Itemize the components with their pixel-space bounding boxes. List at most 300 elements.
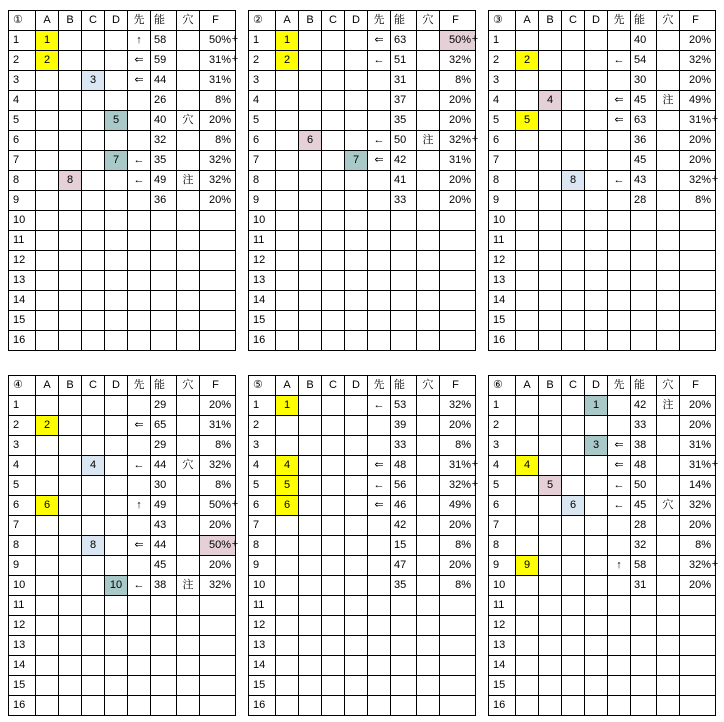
- table-cell[interactable]: [299, 416, 322, 436]
- table-cell[interactable]: [200, 636, 236, 656]
- table-cell[interactable]: [128, 251, 151, 271]
- table-cell[interactable]: 58: [151, 31, 177, 51]
- table-cell[interactable]: [82, 91, 105, 111]
- table-cell[interactable]: [516, 31, 539, 51]
- table-cell[interactable]: 1: [585, 396, 608, 416]
- table-cell[interactable]: 2: [516, 51, 539, 71]
- table-cell[interactable]: [516, 496, 539, 516]
- table-cell[interactable]: [391, 596, 417, 616]
- table-cell[interactable]: [177, 291, 200, 311]
- table-cell[interactable]: [417, 151, 440, 171]
- table-cell[interactable]: [391, 696, 417, 716]
- table-cell[interactable]: [322, 311, 345, 331]
- table-cell[interactable]: [128, 211, 151, 231]
- table-cell[interactable]: [36, 71, 59, 91]
- table-cell[interactable]: [177, 676, 200, 696]
- table-cell[interactable]: ⇐: [128, 51, 151, 71]
- table-cell[interactable]: [657, 231, 680, 251]
- table-cell[interactable]: 31: [631, 576, 657, 596]
- table-cell[interactable]: [417, 676, 440, 696]
- table-cell[interactable]: 穴: [177, 111, 200, 131]
- table-cell[interactable]: [440, 656, 476, 676]
- table-cell[interactable]: [59, 251, 82, 271]
- table-cell[interactable]: [608, 636, 631, 656]
- table-cell[interactable]: [105, 636, 128, 656]
- table-cell[interactable]: [608, 676, 631, 696]
- table-cell[interactable]: 32: [631, 536, 657, 556]
- table-cell[interactable]: [82, 396, 105, 416]
- table-cell[interactable]: [680, 616, 716, 636]
- table-cell[interactable]: 50: [391, 131, 417, 151]
- table-cell[interactable]: [657, 291, 680, 311]
- table-cell[interactable]: 20%: [680, 576, 716, 596]
- table-cell[interactable]: [368, 676, 391, 696]
- table-cell[interactable]: [36, 616, 59, 636]
- table-cell[interactable]: [368, 71, 391, 91]
- table-cell[interactable]: [36, 171, 59, 191]
- table-cell[interactable]: [657, 31, 680, 51]
- table-cell[interactable]: [345, 696, 368, 716]
- table-cell[interactable]: [368, 271, 391, 291]
- table-cell[interactable]: [516, 476, 539, 496]
- table-cell[interactable]: [608, 331, 631, 351]
- table-cell[interactable]: 32%: [440, 476, 476, 496]
- table-cell[interactable]: [128, 191, 151, 211]
- table-cell[interactable]: [562, 416, 585, 436]
- table-cell[interactable]: [516, 576, 539, 596]
- table-cell[interactable]: [657, 576, 680, 596]
- table-cell[interactable]: [322, 271, 345, 291]
- table-cell[interactable]: [417, 171, 440, 191]
- table-cell[interactable]: [105, 171, 128, 191]
- table-cell[interactable]: [59, 416, 82, 436]
- table-cell[interactable]: [345, 416, 368, 436]
- table-cell[interactable]: [516, 311, 539, 331]
- table-cell[interactable]: [562, 696, 585, 716]
- table-cell[interactable]: [680, 211, 716, 231]
- table-cell[interactable]: [276, 676, 299, 696]
- table-cell[interactable]: 44: [151, 71, 177, 91]
- table-cell[interactable]: [276, 251, 299, 271]
- table-cell[interactable]: [322, 291, 345, 311]
- table-cell[interactable]: [585, 51, 608, 71]
- table-cell[interactable]: 48: [391, 456, 417, 476]
- table-cell[interactable]: [299, 171, 322, 191]
- table-cell[interactable]: [368, 636, 391, 656]
- table-cell[interactable]: [539, 331, 562, 351]
- table-cell[interactable]: [516, 436, 539, 456]
- table-cell[interactable]: [276, 436, 299, 456]
- table-cell[interactable]: [368, 251, 391, 271]
- table-cell[interactable]: [562, 31, 585, 51]
- table-cell[interactable]: 40: [631, 31, 657, 51]
- table-cell[interactable]: 20%: [680, 416, 716, 436]
- table-cell[interactable]: [657, 311, 680, 331]
- table-cell[interactable]: [539, 71, 562, 91]
- table-cell[interactable]: [608, 31, 631, 51]
- table-cell[interactable]: [36, 436, 59, 456]
- table-cell[interactable]: [151, 676, 177, 696]
- table-cell[interactable]: [128, 616, 151, 636]
- table-cell[interactable]: [562, 396, 585, 416]
- table-cell[interactable]: ←: [368, 131, 391, 151]
- table-cell[interactable]: [276, 271, 299, 291]
- table-cell[interactable]: [417, 71, 440, 91]
- table-cell[interactable]: [200, 596, 236, 616]
- table-cell[interactable]: [516, 171, 539, 191]
- table-cell[interactable]: 6: [276, 496, 299, 516]
- table-cell[interactable]: [539, 636, 562, 656]
- table-cell[interactable]: [128, 696, 151, 716]
- table-cell[interactable]: [539, 596, 562, 616]
- table-cell[interactable]: [299, 71, 322, 91]
- table-cell[interactable]: [657, 476, 680, 496]
- table-cell[interactable]: [516, 331, 539, 351]
- table-cell[interactable]: [608, 291, 631, 311]
- table-cell[interactable]: [322, 656, 345, 676]
- table-cell[interactable]: 30: [151, 476, 177, 496]
- table-cell[interactable]: [440, 676, 476, 696]
- table-cell[interactable]: [516, 676, 539, 696]
- table-cell[interactable]: 8%: [200, 436, 236, 456]
- table-cell[interactable]: [59, 311, 82, 331]
- table-cell[interactable]: 54: [631, 51, 657, 71]
- table-cell[interactable]: [368, 291, 391, 311]
- table-cell[interactable]: [516, 516, 539, 536]
- table-cell[interactable]: [36, 656, 59, 676]
- table-cell[interactable]: [368, 696, 391, 716]
- table-cell[interactable]: [539, 436, 562, 456]
- table-cell[interactable]: [562, 211, 585, 231]
- table-cell[interactable]: 32%: [680, 556, 716, 576]
- table-cell[interactable]: ⇐: [368, 456, 391, 476]
- table-cell[interactable]: [391, 636, 417, 656]
- table-cell[interactable]: [36, 596, 59, 616]
- table-cell[interactable]: [299, 516, 322, 536]
- table-cell[interactable]: [105, 456, 128, 476]
- table-cell[interactable]: [299, 596, 322, 616]
- table-cell[interactable]: [417, 51, 440, 71]
- table-cell[interactable]: [177, 516, 200, 536]
- table-cell[interactable]: [59, 536, 82, 556]
- table-cell[interactable]: [105, 596, 128, 616]
- table-cell[interactable]: 35: [151, 151, 177, 171]
- table-cell[interactable]: [105, 396, 128, 416]
- table-cell[interactable]: ←: [128, 576, 151, 596]
- table-cell[interactable]: [608, 71, 631, 91]
- table-cell[interactable]: 7: [345, 151, 368, 171]
- table-cell[interactable]: [516, 616, 539, 636]
- table-cell[interactable]: [151, 211, 177, 231]
- table-cell[interactable]: [200, 291, 236, 311]
- table-cell[interactable]: 32%: [680, 496, 716, 516]
- table-cell[interactable]: [417, 271, 440, 291]
- table-cell[interactable]: [539, 676, 562, 696]
- table-cell[interactable]: [368, 331, 391, 351]
- table-cell[interactable]: [105, 291, 128, 311]
- table-cell[interactable]: [299, 331, 322, 351]
- table-cell[interactable]: [608, 616, 631, 636]
- table-cell[interactable]: [417, 596, 440, 616]
- table-cell[interactable]: [539, 111, 562, 131]
- table-cell[interactable]: [200, 231, 236, 251]
- table-cell[interactable]: [417, 616, 440, 636]
- table-cell[interactable]: 32%: [440, 51, 476, 71]
- table-cell[interactable]: 3: [585, 436, 608, 456]
- table-cell[interactable]: [539, 656, 562, 676]
- table-cell[interactable]: [82, 476, 105, 496]
- table-cell[interactable]: [59, 436, 82, 456]
- table-cell[interactable]: [276, 516, 299, 536]
- table-cell[interactable]: [299, 231, 322, 251]
- table-cell[interactable]: [368, 516, 391, 536]
- table-cell[interactable]: [539, 456, 562, 476]
- table-cell[interactable]: [562, 656, 585, 676]
- table-cell[interactable]: [36, 211, 59, 231]
- table-cell[interactable]: [585, 556, 608, 576]
- table-cell[interactable]: [322, 596, 345, 616]
- table-cell[interactable]: 45: [631, 91, 657, 111]
- table-cell[interactable]: [299, 111, 322, 131]
- table-cell[interactable]: ←: [368, 476, 391, 496]
- table-cell[interactable]: ←: [368, 51, 391, 71]
- table-cell[interactable]: 45: [631, 496, 657, 516]
- table-cell[interactable]: 20%: [440, 191, 476, 211]
- table-cell[interactable]: [516, 131, 539, 151]
- table-cell[interactable]: [345, 51, 368, 71]
- table-cell[interactable]: 20%: [200, 111, 236, 131]
- table-cell[interactable]: 31%: [200, 51, 236, 71]
- table-cell[interactable]: [322, 231, 345, 251]
- table-cell[interactable]: [368, 231, 391, 251]
- table-cell[interactable]: [276, 331, 299, 351]
- table-cell[interactable]: [105, 31, 128, 51]
- table-cell[interactable]: ←: [608, 171, 631, 191]
- table-cell[interactable]: [539, 616, 562, 636]
- table-cell[interactable]: 37: [391, 91, 417, 111]
- table-cell[interactable]: [105, 191, 128, 211]
- table-cell[interactable]: 20%: [680, 151, 716, 171]
- table-cell[interactable]: [440, 211, 476, 231]
- table-cell[interactable]: [657, 271, 680, 291]
- table-cell[interactable]: 7: [105, 151, 128, 171]
- table-cell[interactable]: 20%: [200, 556, 236, 576]
- table-cell[interactable]: [59, 231, 82, 251]
- table-cell[interactable]: [105, 271, 128, 291]
- table-cell[interactable]: [299, 476, 322, 496]
- table-cell[interactable]: [59, 291, 82, 311]
- table-cell[interactable]: ⇐: [368, 31, 391, 51]
- table-cell[interactable]: ←: [608, 496, 631, 516]
- table-cell[interactable]: 8: [562, 171, 585, 191]
- table-cell[interactable]: [345, 656, 368, 676]
- table-cell[interactable]: [368, 616, 391, 636]
- table-cell[interactable]: 32%: [680, 51, 716, 71]
- table-cell[interactable]: [82, 211, 105, 231]
- table-cell[interactable]: [680, 311, 716, 331]
- table-cell[interactable]: 4: [276, 456, 299, 476]
- table-cell[interactable]: [105, 556, 128, 576]
- table-cell[interactable]: [417, 331, 440, 351]
- table-cell[interactable]: [440, 251, 476, 271]
- table-cell[interactable]: [680, 596, 716, 616]
- table-cell[interactable]: [36, 291, 59, 311]
- table-cell[interactable]: [105, 251, 128, 271]
- table-cell[interactable]: [82, 596, 105, 616]
- table-cell[interactable]: [59, 636, 82, 656]
- table-cell[interactable]: [539, 151, 562, 171]
- table-cell[interactable]: [417, 476, 440, 496]
- table-cell[interactable]: [539, 51, 562, 71]
- table-cell[interactable]: 50%: [440, 31, 476, 51]
- table-cell[interactable]: [417, 251, 440, 271]
- table-cell[interactable]: [322, 516, 345, 536]
- table-cell[interactable]: [516, 656, 539, 676]
- table-cell[interactable]: [82, 416, 105, 436]
- table-cell[interactable]: 26: [151, 91, 177, 111]
- table-cell[interactable]: [417, 536, 440, 556]
- table-cell[interactable]: [345, 231, 368, 251]
- table-cell[interactable]: [59, 111, 82, 131]
- table-cell[interactable]: [680, 291, 716, 311]
- table-cell[interactable]: 8%: [200, 131, 236, 151]
- table-cell[interactable]: [177, 91, 200, 111]
- table-cell[interactable]: [177, 556, 200, 576]
- table-cell[interactable]: [345, 211, 368, 231]
- table-cell[interactable]: [276, 616, 299, 636]
- table-cell[interactable]: ←: [608, 51, 631, 71]
- table-cell[interactable]: [345, 311, 368, 331]
- table-cell[interactable]: [631, 656, 657, 676]
- table-cell[interactable]: [105, 51, 128, 71]
- table-cell[interactable]: [128, 516, 151, 536]
- table-cell[interactable]: [516, 696, 539, 716]
- table-cell[interactable]: [59, 676, 82, 696]
- table-cell[interactable]: [539, 291, 562, 311]
- table-cell[interactable]: 33: [391, 436, 417, 456]
- table-cell[interactable]: [391, 331, 417, 351]
- table-cell[interactable]: [36, 636, 59, 656]
- table-cell[interactable]: 32%: [200, 456, 236, 476]
- table-cell[interactable]: 51: [391, 51, 417, 71]
- table-cell[interactable]: [562, 271, 585, 291]
- table-cell[interactable]: [276, 596, 299, 616]
- table-cell[interactable]: [299, 496, 322, 516]
- table-cell[interactable]: [368, 311, 391, 331]
- table-cell[interactable]: 29: [151, 436, 177, 456]
- table-cell[interactable]: [585, 171, 608, 191]
- table-cell[interactable]: [36, 676, 59, 696]
- table-cell[interactable]: [631, 231, 657, 251]
- table-cell[interactable]: [345, 271, 368, 291]
- table-cell[interactable]: [128, 636, 151, 656]
- table-cell[interactable]: ←: [128, 456, 151, 476]
- table-cell[interactable]: [516, 271, 539, 291]
- table-cell[interactable]: 32%: [440, 131, 476, 151]
- table-cell[interactable]: [562, 616, 585, 636]
- table-cell[interactable]: [177, 131, 200, 151]
- table-cell[interactable]: [368, 211, 391, 231]
- table-cell[interactable]: [631, 211, 657, 231]
- table-cell[interactable]: [539, 191, 562, 211]
- table-cell[interactable]: 47: [391, 556, 417, 576]
- table-cell[interactable]: [322, 131, 345, 151]
- table-cell[interactable]: [105, 311, 128, 331]
- table-cell[interactable]: 注: [417, 131, 440, 151]
- table-cell[interactable]: 32%: [200, 171, 236, 191]
- table-cell[interactable]: [516, 191, 539, 211]
- table-cell[interactable]: 50%: [200, 31, 236, 51]
- table-cell[interactable]: 49%: [440, 496, 476, 516]
- table-cell[interactable]: 20%: [200, 396, 236, 416]
- table-cell[interactable]: ←: [368, 396, 391, 416]
- table-cell[interactable]: [345, 331, 368, 351]
- table-cell[interactable]: [440, 311, 476, 331]
- table-cell[interactable]: [322, 576, 345, 596]
- table-cell[interactable]: [345, 636, 368, 656]
- table-cell[interactable]: 20%: [440, 416, 476, 436]
- table-cell[interactable]: [299, 251, 322, 271]
- table-cell[interactable]: [36, 576, 59, 596]
- table-cell[interactable]: [276, 131, 299, 151]
- table-cell[interactable]: [299, 51, 322, 71]
- table-cell[interactable]: [322, 696, 345, 716]
- table-cell[interactable]: [200, 331, 236, 351]
- table-cell[interactable]: [276, 636, 299, 656]
- table-cell[interactable]: [539, 271, 562, 291]
- table-cell[interactable]: [128, 291, 151, 311]
- table-cell[interactable]: [82, 311, 105, 331]
- table-cell[interactable]: [516, 71, 539, 91]
- table-cell[interactable]: [177, 231, 200, 251]
- table-cell[interactable]: [128, 396, 151, 416]
- table-cell[interactable]: [562, 516, 585, 536]
- table-cell[interactable]: [562, 576, 585, 596]
- table-cell[interactable]: 28: [631, 191, 657, 211]
- table-cell[interactable]: 46: [391, 496, 417, 516]
- table-cell[interactable]: [82, 131, 105, 151]
- table-cell[interactable]: 58: [631, 556, 657, 576]
- table-cell[interactable]: [368, 596, 391, 616]
- table-cell[interactable]: 28: [631, 516, 657, 536]
- table-cell[interactable]: 43: [631, 171, 657, 191]
- table-cell[interactable]: 30: [631, 71, 657, 91]
- table-cell[interactable]: [585, 636, 608, 656]
- table-cell[interactable]: [82, 251, 105, 271]
- table-cell[interactable]: [105, 436, 128, 456]
- table-cell[interactable]: [345, 516, 368, 536]
- table-cell[interactable]: [276, 91, 299, 111]
- table-cell[interactable]: [657, 111, 680, 131]
- table-cell[interactable]: [608, 191, 631, 211]
- table-cell[interactable]: [345, 191, 368, 211]
- table-cell[interactable]: [299, 31, 322, 51]
- table-cell[interactable]: 5: [539, 476, 562, 496]
- table-cell[interactable]: 32%: [440, 396, 476, 416]
- table-cell[interactable]: [177, 696, 200, 716]
- table-cell[interactable]: [585, 251, 608, 271]
- table-cell[interactable]: [631, 676, 657, 696]
- table-cell[interactable]: [59, 496, 82, 516]
- table-cell[interactable]: [276, 416, 299, 436]
- table-cell[interactable]: 5: [516, 111, 539, 131]
- table-cell[interactable]: [105, 476, 128, 496]
- table-cell[interactable]: [200, 311, 236, 331]
- table-cell[interactable]: [345, 456, 368, 476]
- table-cell[interactable]: [585, 191, 608, 211]
- table-cell[interactable]: ⇐: [368, 151, 391, 171]
- table-cell[interactable]: [345, 476, 368, 496]
